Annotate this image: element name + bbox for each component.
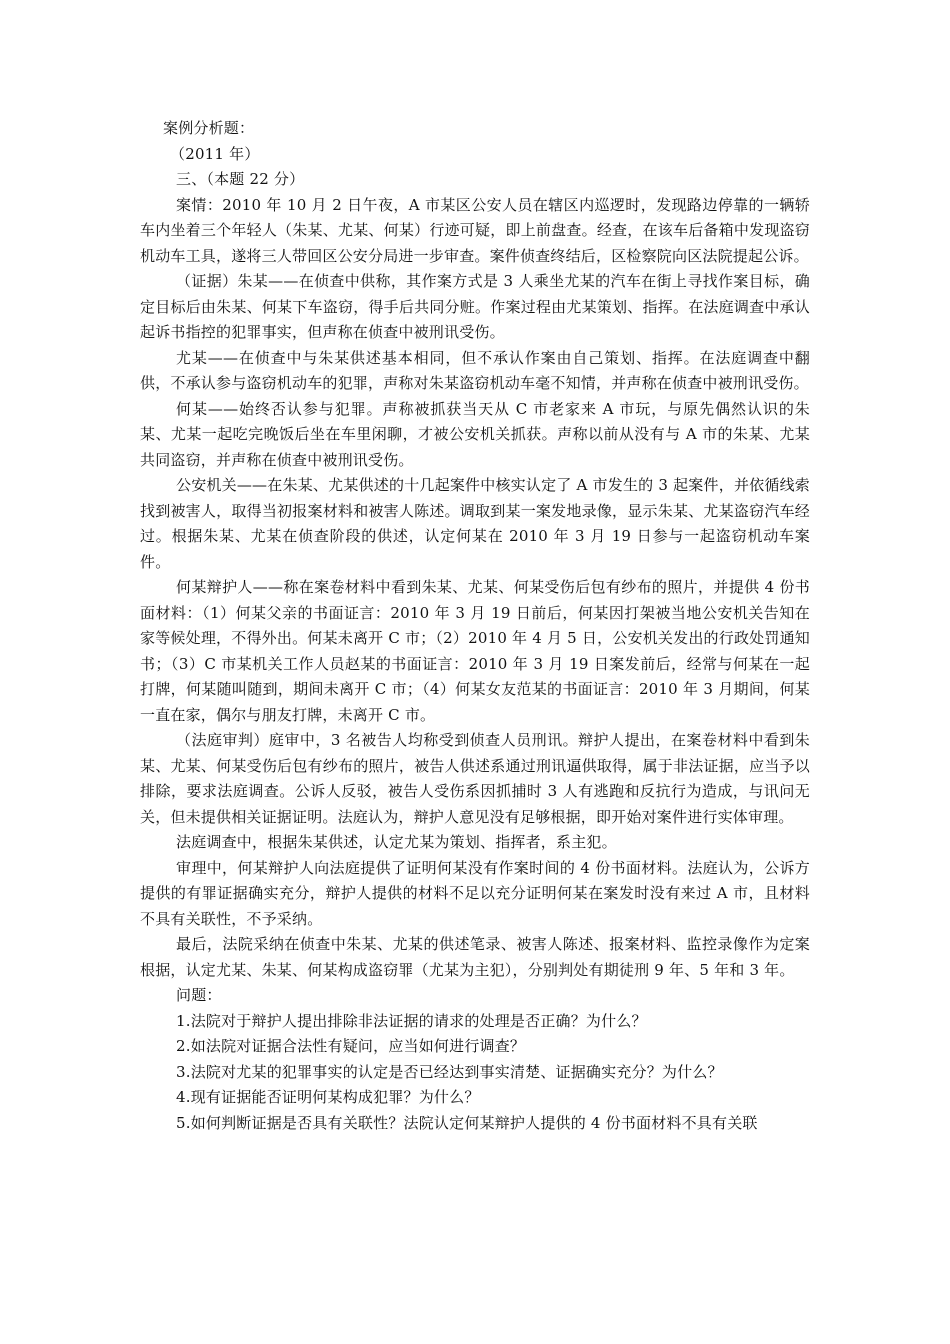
court-investigation-paragraph: 法庭调查中，根据朱某供述，认定尤某为策划、指挥者，系主犯。 (176, 833, 617, 851)
trial-paragraph: 审理中，何某辩护人向法庭提供了证明何某没有作案时间的 4 份书面材料。法庭认为，公诉方提供的有罪证据确实充分，辩护人提供的材料不足以充分证明何某在案发时没有来过 A 市，且材料不具有关联性，不予采纳。 (140, 858, 810, 928)
question-item: 5.如何判断证据是否具有关联性？法院认定何某辩护人提供的 4 份书面材料不具有关联 (176, 1113, 758, 1132)
question-item: 3.法院对尤某的犯罪事实的认定是否已经达到事实清楚、证据确实充分？为什么？ (176, 1062, 723, 1081)
exam-year: （2011 年） (170, 144, 260, 163)
evidence-he-paragraph: 何某——始终否认参与犯罪。声称被抓获当天从 C 市老家来 A 市玩，与原先偶然认识的朱某、尤某一起吃完晚饭后坐在车里闲聊，才被公安机关抓获。声称以前从没有与 A 市的朱某、尤某共同盗窃，并声称在侦查中被刑讯受伤。 (140, 399, 810, 469)
question-item: 2.如法院对证据合法性有疑问，应当如何进行调查？ (176, 1037, 526, 1055)
judgment-paragraph: 最后，法院采纳在侦查中朱某、尤某的供述笔录、被害人陈述、报案材料、监控录像作为定案根据，认定尤某、朱某、何某构成盗窃罪（尤某为主犯），分别判处有期徒刑 9 年、5 年和 3 年。 (140, 935, 810, 979)
question-title: 三、（本题 22 分） (176, 170, 305, 188)
police-paragraph: 公安机关——在朱某、尤某供述的十几起案件中核实认定了 A 市发生的 3 起案件，并依循线索找到被害人，取得当初报案材料和被害人陈述。调取到某一案发地录像，显示朱某、尤某盗窃汽车经过。根据朱某、尤某在侦查阶段的供述，认定何某在 2010 年 3 月 19 日参与一起盗窃机动车案件。 (140, 476, 810, 571)
defense-counsel-paragraph: 何某辩护人——称在案卷材料中看到朱某、尤某、何某受伤后包有纱布的照片，并提供 4 份书面材料：（1）何某父亲的书面证言：2010 年 3 月 19 日前后，何某因打架被当地公安机关告知在家等候处理，不得外出。何某未离开 C 市；（2）2010 年 4 月 5 日，公安机关发出的行政处罚通知书；（3）C 市某机关工作人员赵某的书面证言：2010 年 3 月 19 日案发前后，经常与何某在一起打牌，何某随叫随到，期间未离开 C 市；（4）何某女友范某的书面证言：2010 年 3 月期间，何某一直在家，偶尔与朋友打牌，未离开 C 市。 (140, 578, 810, 724)
question-item: 1.法院对于辩护人提出排除非法证据的请求的处理是否正确？为什么？ (176, 1011, 647, 1030)
document-body (140, 116, 810, 1136)
case-facts-paragraph: 案情：2010 年 10 月 2 日午夜，A 市某区公安人员在辖区内巡逻时，发现路边停靠的一辆轿车内坐着三个年轻人（朱某、尤某、何某）行迹可疑，即上前盘查。经查，在该车后备箱中发现盗窃机动车工具，遂将三人带回区公安分局进一步审查。案件侦查终结后，区检察院向区法院提起公诉。 (140, 195, 810, 265)
evidence-zhu-paragraph: （证据）朱某——在侦查中供称，其作案方式是 3 人乘坐尤某的汽车在街上寻找作案目标，确定目标后由朱某、何某下车盗窃，得手后共同分赃。作案过程由尤某策划、指挥。在法庭调查中承认起诉书指控的犯罪事实，但声称在侦查中被刑讯受伤。 (140, 272, 810, 341)
evidence-you-paragraph: 尤某——在侦查中与朱某供述基本相同，但不承认作案由自己策划、指挥。在法庭调查中翻供，不承认参与盗窃机动车的犯罪，声称对朱某盗窃机动车毫不知情，并声称在侦查中被刑讯受伤。 (140, 348, 810, 392)
court-trial-paragraph: （法庭审判）庭审中，3 名被告人均称受到侦查人员刑讯。辩护人提出，在案卷材料中看到朱某、尤某、何某受伤后包有纱布的照片，被告人供述系通过刑讯逼供取得，属于非法证据，应当予以排除，要求法庭调查。公诉人反驳，被告人受伤系因抓捕时 3 人有逃跑和反抗行为造成，与讯问无关，但未提供相关证据证明。法庭认为，辩护人意见没有足够根据，即开始对案件进行实体审理。 (140, 731, 810, 826)
question-item: 4.现有证据能否证明何某构成犯罪？为什么？ (176, 1088, 480, 1106)
questions-label: 问题： (176, 986, 222, 1004)
section-heading: 案例分析题： (163, 119, 255, 137)
